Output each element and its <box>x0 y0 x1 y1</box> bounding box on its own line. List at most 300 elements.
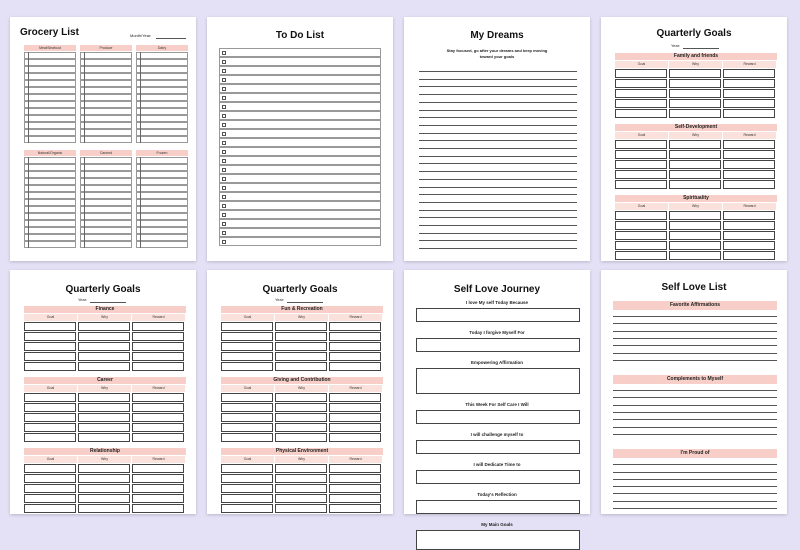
goal-cell[interactable] <box>723 180 775 189</box>
grocery-row[interactable] <box>24 206 76 213</box>
grocery-row[interactable] <box>80 206 132 213</box>
todo-row[interactable] <box>219 183 381 192</box>
grocery-row[interactable] <box>136 192 188 199</box>
goal-cell[interactable] <box>615 150 667 159</box>
goal-cell[interactable] <box>329 362 381 371</box>
goal-cell[interactable] <box>24 413 76 422</box>
grocery-row[interactable] <box>80 164 132 171</box>
goal-cell[interactable] <box>24 332 76 341</box>
writing-line[interactable] <box>613 323 777 324</box>
goal-cell[interactable] <box>275 332 327 341</box>
grocery-row[interactable] <box>80 80 132 87</box>
goal-cell[interactable] <box>24 484 76 493</box>
goal-cell[interactable] <box>78 474 130 483</box>
goal-cell[interactable] <box>329 494 381 503</box>
goal-cell[interactable] <box>723 170 775 179</box>
todo-row[interactable] <box>219 102 381 111</box>
goal-cell[interactable] <box>615 99 667 108</box>
goal-cell[interactable] <box>221 332 273 341</box>
todo-row[interactable] <box>219 75 381 84</box>
writing-line[interactable] <box>613 412 777 413</box>
goal-cell[interactable] <box>221 352 273 361</box>
checkbox[interactable] <box>222 87 226 91</box>
grocery-row[interactable] <box>80 234 132 241</box>
grocery-row[interactable] <box>24 122 76 129</box>
goal-cell[interactable] <box>669 241 721 250</box>
writing-line[interactable] <box>419 71 577 72</box>
grocery-row[interactable] <box>80 108 132 115</box>
goal-cell[interactable] <box>132 433 184 442</box>
grocery-row[interactable] <box>136 164 188 171</box>
goal-cell[interactable] <box>24 352 76 361</box>
goal-cell[interactable] <box>669 180 721 189</box>
grocery-row[interactable] <box>136 52 188 59</box>
grocery-row[interactable] <box>24 115 76 122</box>
goal-cell[interactable] <box>329 393 381 402</box>
goal-cell[interactable] <box>132 413 184 422</box>
goal-cell[interactable] <box>615 251 667 260</box>
goal-cell[interactable] <box>24 433 76 442</box>
goal-cell[interactable] <box>723 150 775 159</box>
grocery-row[interactable] <box>80 136 132 143</box>
grocery-row[interactable] <box>80 220 132 227</box>
grocery-row[interactable] <box>24 108 76 115</box>
goal-cell[interactable] <box>723 231 775 240</box>
goal-cell[interactable] <box>132 322 184 331</box>
todo-row[interactable] <box>219 201 381 210</box>
checkbox[interactable] <box>222 159 226 163</box>
grocery-row[interactable] <box>24 73 76 80</box>
checkbox[interactable] <box>222 69 226 73</box>
goal-cell[interactable] <box>669 170 721 179</box>
writing-line[interactable] <box>419 248 577 249</box>
goal-cell[interactable] <box>275 352 327 361</box>
goal-cell[interactable] <box>669 69 721 78</box>
grocery-row[interactable] <box>136 157 188 164</box>
todo-row[interactable] <box>219 165 381 174</box>
goal-cell[interactable] <box>329 352 381 361</box>
goal-cell[interactable] <box>669 99 721 108</box>
writing-line[interactable] <box>419 125 577 126</box>
grocery-row[interactable] <box>136 241 188 248</box>
goal-cell[interactable] <box>275 504 327 513</box>
goal-cell[interactable] <box>615 69 667 78</box>
grocery-row[interactable] <box>80 115 132 122</box>
goal-cell[interactable] <box>24 362 76 371</box>
goal-cell[interactable] <box>132 332 184 341</box>
writing-line[interactable] <box>613 338 777 339</box>
goal-cell[interactable] <box>615 211 667 220</box>
writing-line[interactable] <box>613 405 777 406</box>
writing-line[interactable] <box>419 94 577 95</box>
todo-row[interactable] <box>219 219 381 228</box>
goal-cell[interactable] <box>221 403 273 412</box>
todo-row[interactable] <box>219 57 381 66</box>
goal-cell[interactable] <box>329 423 381 432</box>
grocery-row[interactable] <box>24 129 76 136</box>
todo-row[interactable] <box>219 111 381 120</box>
grocery-row[interactable] <box>136 185 188 192</box>
writing-line[interactable] <box>419 210 577 211</box>
writing-line[interactable] <box>613 472 777 473</box>
goal-cell[interactable] <box>78 352 130 361</box>
goal-cell[interactable] <box>329 464 381 473</box>
goal-cell[interactable] <box>78 393 130 402</box>
todo-row[interactable] <box>219 192 381 201</box>
goal-cell[interactable] <box>615 221 667 230</box>
goal-cell[interactable] <box>221 504 273 513</box>
goal-cell[interactable] <box>78 464 130 473</box>
todo-row[interactable] <box>219 228 381 237</box>
goal-cell[interactable] <box>723 89 775 98</box>
goal-cell[interactable] <box>669 109 721 118</box>
journey-answer-box[interactable] <box>416 530 580 550</box>
goal-cell[interactable] <box>275 484 327 493</box>
grocery-row[interactable] <box>80 94 132 101</box>
writing-line[interactable] <box>613 501 777 502</box>
goal-cell[interactable] <box>669 251 721 260</box>
todo-row[interactable] <box>219 66 381 75</box>
goal-cell[interactable] <box>723 109 775 118</box>
grocery-row[interactable] <box>24 178 76 185</box>
goal-cell[interactable] <box>723 251 775 260</box>
grocery-row[interactable] <box>80 171 132 178</box>
writing-line[interactable] <box>419 194 577 195</box>
checkbox[interactable] <box>222 96 226 100</box>
goal-cell[interactable] <box>132 352 184 361</box>
grocery-row[interactable] <box>80 213 132 220</box>
writing-line[interactable] <box>613 397 777 398</box>
goal-cell[interactable] <box>275 433 327 442</box>
goal-cell[interactable] <box>221 484 273 493</box>
grocery-row[interactable] <box>80 59 132 66</box>
goal-cell[interactable] <box>329 474 381 483</box>
goal-cell[interactable] <box>24 504 76 513</box>
writing-line[interactable] <box>613 486 777 487</box>
goal-cell[interactable] <box>132 504 184 513</box>
grocery-row[interactable] <box>80 192 132 199</box>
grocery-row[interactable] <box>24 59 76 66</box>
checkbox[interactable] <box>222 78 226 82</box>
goal-cell[interactable] <box>669 150 721 159</box>
goal-cell[interactable] <box>78 484 130 493</box>
grocery-row[interactable] <box>80 199 132 206</box>
goal-cell[interactable] <box>132 403 184 412</box>
writing-line[interactable] <box>419 240 577 241</box>
goal-cell[interactable] <box>132 342 184 351</box>
goal-cell[interactable] <box>615 180 667 189</box>
todo-row[interactable] <box>219 84 381 93</box>
goal-cell[interactable] <box>275 413 327 422</box>
grocery-row[interactable] <box>24 101 76 108</box>
goal-cell[interactable] <box>24 464 76 473</box>
goal-cell[interactable] <box>669 79 721 88</box>
goal-cell[interactable] <box>329 403 381 412</box>
writing-line[interactable] <box>419 133 577 134</box>
goal-cell[interactable] <box>24 322 76 331</box>
goal-cell[interactable] <box>615 241 667 250</box>
grocery-row[interactable] <box>136 199 188 206</box>
goal-cell[interactable] <box>669 160 721 169</box>
todo-row[interactable] <box>219 210 381 219</box>
goal-cell[interactable] <box>78 433 130 442</box>
grocery-row[interactable] <box>136 87 188 94</box>
writing-line[interactable] <box>419 225 577 226</box>
goal-cell[interactable] <box>132 362 184 371</box>
grocery-row[interactable] <box>136 129 188 136</box>
goal-cell[interactable] <box>275 393 327 402</box>
todo-row[interactable] <box>219 138 381 147</box>
goal-cell[interactable] <box>615 160 667 169</box>
goal-cell[interactable] <box>329 322 381 331</box>
goal-cell[interactable] <box>615 79 667 88</box>
goal-cell[interactable] <box>329 413 381 422</box>
goal-cell[interactable] <box>723 211 775 220</box>
goal-cell[interactable] <box>329 342 381 351</box>
grocery-row[interactable] <box>136 59 188 66</box>
writing-line[interactable] <box>419 117 577 118</box>
checkbox[interactable] <box>222 150 226 154</box>
goal-cell[interactable] <box>275 494 327 503</box>
goal-cell[interactable] <box>275 403 327 412</box>
grocery-row[interactable] <box>24 66 76 73</box>
goal-cell[interactable] <box>329 504 381 513</box>
writing-line[interactable] <box>419 86 577 87</box>
goal-cell[interactable] <box>723 69 775 78</box>
goal-cell[interactable] <box>275 322 327 331</box>
grocery-row[interactable] <box>24 241 76 248</box>
goal-cell[interactable] <box>221 423 273 432</box>
todo-row[interactable] <box>219 147 381 156</box>
grocery-row[interactable] <box>136 122 188 129</box>
checkbox[interactable] <box>222 123 226 127</box>
writing-line[interactable] <box>419 187 577 188</box>
checkbox[interactable] <box>222 213 226 217</box>
goal-cell[interactable] <box>78 403 130 412</box>
grocery-row[interactable] <box>136 213 188 220</box>
grocery-row[interactable] <box>80 185 132 192</box>
goal-cell[interactable] <box>132 423 184 432</box>
goal-cell[interactable] <box>221 362 273 371</box>
grocery-row[interactable] <box>24 136 76 143</box>
todo-row[interactable] <box>219 237 381 246</box>
goal-cell[interactable] <box>329 433 381 442</box>
grocery-row[interactable] <box>136 94 188 101</box>
goal-cell[interactable] <box>78 362 130 371</box>
goal-cell[interactable] <box>221 433 273 442</box>
writing-line[interactable] <box>419 163 577 164</box>
goal-cell[interactable] <box>723 99 775 108</box>
goal-cell[interactable] <box>615 109 667 118</box>
journey-answer-box[interactable] <box>416 470 580 484</box>
goal-cell[interactable] <box>723 160 775 169</box>
grocery-row[interactable] <box>80 66 132 73</box>
goal-cell[interactable] <box>221 322 273 331</box>
grocery-row[interactable] <box>24 185 76 192</box>
grocery-row[interactable] <box>136 80 188 87</box>
todo-row[interactable] <box>219 129 381 138</box>
checkbox[interactable] <box>222 60 226 64</box>
goal-cell[interactable] <box>723 140 775 149</box>
goal-cell[interactable] <box>221 342 273 351</box>
goal-cell[interactable] <box>221 413 273 422</box>
goal-cell[interactable] <box>669 231 721 240</box>
grocery-row[interactable] <box>136 108 188 115</box>
goal-cell[interactable] <box>615 231 667 240</box>
goal-cell[interactable] <box>78 342 130 351</box>
todo-row[interactable] <box>219 174 381 183</box>
writing-line[interactable] <box>613 493 777 494</box>
goal-cell[interactable] <box>24 403 76 412</box>
grocery-row[interactable] <box>24 52 76 59</box>
grocery-row[interactable] <box>24 220 76 227</box>
checkbox[interactable] <box>222 114 226 118</box>
writing-line[interactable] <box>419 171 577 172</box>
journey-answer-box[interactable] <box>416 440 580 454</box>
goal-cell[interactable] <box>669 221 721 230</box>
grocery-row[interactable] <box>136 178 188 185</box>
goal-cell[interactable] <box>275 474 327 483</box>
grocery-row[interactable] <box>24 94 76 101</box>
goal-cell[interactable] <box>132 464 184 473</box>
checkbox[interactable] <box>222 177 226 181</box>
goal-cell[interactable] <box>24 494 76 503</box>
checkbox[interactable] <box>222 105 226 109</box>
writing-line[interactable] <box>613 479 777 480</box>
writing-line[interactable] <box>613 508 777 509</box>
grocery-row[interactable] <box>80 241 132 248</box>
writing-line[interactable] <box>613 316 777 317</box>
checkbox[interactable] <box>222 186 226 190</box>
writing-line[interactable] <box>419 110 577 111</box>
goal-cell[interactable] <box>669 89 721 98</box>
goal-cell[interactable] <box>78 494 130 503</box>
grocery-row[interactable] <box>24 192 76 199</box>
goal-cell[interactable] <box>24 342 76 351</box>
todo-row[interactable] <box>219 93 381 102</box>
goal-cell[interactable] <box>329 484 381 493</box>
grocery-row[interactable] <box>136 66 188 73</box>
goal-cell[interactable] <box>669 140 721 149</box>
goal-cell[interactable] <box>615 140 667 149</box>
goal-cell[interactable] <box>221 464 273 473</box>
writing-line[interactable] <box>419 233 577 234</box>
journey-answer-box[interactable] <box>416 338 580 352</box>
writing-line[interactable] <box>613 427 777 428</box>
checkbox[interactable] <box>222 240 226 244</box>
goal-cell[interactable] <box>275 362 327 371</box>
goal-cell[interactable] <box>78 504 130 513</box>
grocery-row[interactable] <box>80 73 132 80</box>
checkbox[interactable] <box>222 204 226 208</box>
goal-cell[interactable] <box>221 494 273 503</box>
grocery-row[interactable] <box>136 115 188 122</box>
grocery-row[interactable] <box>24 199 76 206</box>
goal-cell[interactable] <box>132 393 184 402</box>
goal-cell[interactable] <box>275 423 327 432</box>
writing-line[interactable] <box>613 464 777 465</box>
goal-cell[interactable] <box>723 79 775 88</box>
goal-cell[interactable] <box>723 221 775 230</box>
writing-line[interactable] <box>613 360 777 361</box>
goal-cell[interactable] <box>615 170 667 179</box>
goal-cell[interactable] <box>24 393 76 402</box>
writing-line[interactable] <box>419 179 577 180</box>
journey-answer-box[interactable] <box>416 368 580 394</box>
goal-cell[interactable] <box>669 211 721 220</box>
writing-line[interactable] <box>419 202 577 203</box>
grocery-row[interactable] <box>136 220 188 227</box>
journey-answer-box[interactable] <box>416 410 580 424</box>
goal-cell[interactable] <box>78 322 130 331</box>
goal-cell[interactable] <box>275 342 327 351</box>
writing-line[interactable] <box>613 419 777 420</box>
grocery-row[interactable] <box>80 129 132 136</box>
writing-line[interactable] <box>419 217 577 218</box>
grocery-row[interactable] <box>136 73 188 80</box>
goal-cell[interactable] <box>723 241 775 250</box>
grocery-row[interactable] <box>24 213 76 220</box>
goal-cell[interactable] <box>78 423 130 432</box>
writing-line[interactable] <box>613 331 777 332</box>
journey-answer-box[interactable] <box>416 308 580 322</box>
grocery-row[interactable] <box>24 157 76 164</box>
checkbox[interactable] <box>222 222 226 226</box>
checkbox[interactable] <box>222 231 226 235</box>
grocery-row[interactable] <box>24 234 76 241</box>
grocery-row[interactable] <box>136 101 188 108</box>
journey-answer-box[interactable] <box>416 500 580 514</box>
grocery-row[interactable] <box>80 157 132 164</box>
grocery-row[interactable] <box>136 171 188 178</box>
goal-cell[interactable] <box>275 464 327 473</box>
checkbox[interactable] <box>222 141 226 145</box>
writing-line[interactable] <box>613 345 777 346</box>
goal-cell[interactable] <box>132 484 184 493</box>
goal-cell[interactable] <box>78 413 130 422</box>
grocery-row[interactable] <box>80 178 132 185</box>
todo-row[interactable] <box>219 156 381 165</box>
checkbox[interactable] <box>222 168 226 172</box>
writing-line[interactable] <box>419 140 577 141</box>
writing-line[interactable] <box>419 156 577 157</box>
todo-row[interactable] <box>219 120 381 129</box>
grocery-row[interactable] <box>24 171 76 178</box>
grocery-row[interactable] <box>80 87 132 94</box>
checkbox[interactable] <box>222 195 226 199</box>
grocery-row[interactable] <box>80 101 132 108</box>
writing-line[interactable] <box>613 390 777 391</box>
grocery-row[interactable] <box>24 80 76 87</box>
todo-row[interactable] <box>219 48 381 57</box>
writing-line[interactable] <box>419 102 577 103</box>
writing-line[interactable] <box>419 79 577 80</box>
grocery-row[interactable] <box>80 227 132 234</box>
grocery-row[interactable] <box>80 52 132 59</box>
grocery-row[interactable] <box>24 227 76 234</box>
goal-cell[interactable] <box>132 474 184 483</box>
grocery-row[interactable] <box>136 234 188 241</box>
goal-cell[interactable] <box>24 423 76 432</box>
goal-cell[interactable] <box>132 494 184 503</box>
checkbox[interactable] <box>222 51 226 55</box>
goal-cell[interactable] <box>24 474 76 483</box>
grocery-row[interactable] <box>24 87 76 94</box>
writing-line[interactable] <box>419 148 577 149</box>
goal-cell[interactable] <box>78 332 130 341</box>
writing-line[interactable] <box>613 353 777 354</box>
goal-cell[interactable] <box>221 474 273 483</box>
